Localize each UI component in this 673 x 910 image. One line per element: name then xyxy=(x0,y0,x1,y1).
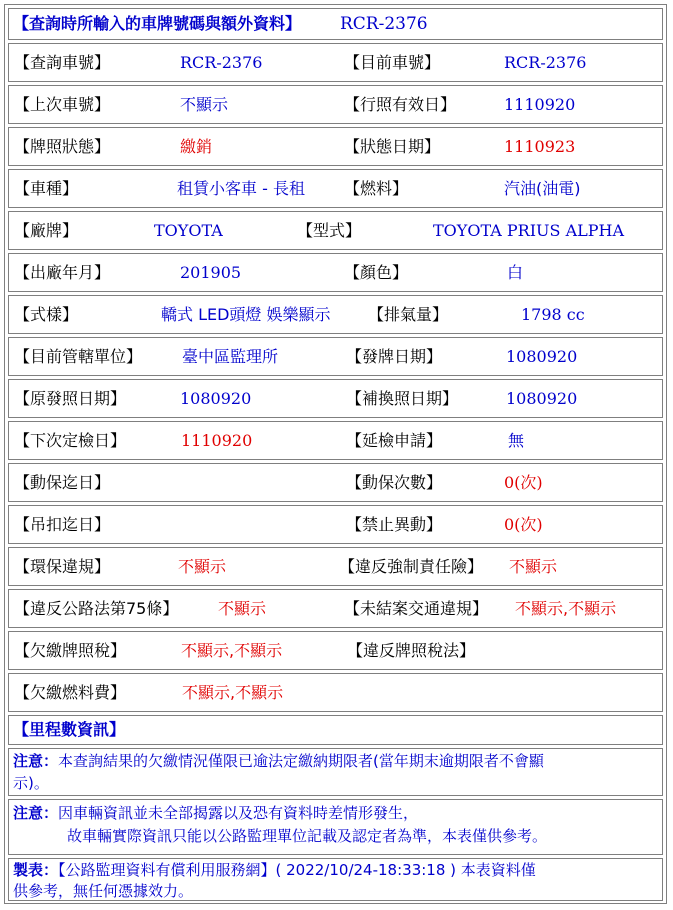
footer-line-1 xyxy=(13,859,536,881)
value-jurisdiction: 臺中區監理所 xyxy=(182,347,279,366)
label-body-style: 【式樣】 xyxy=(14,305,79,324)
value-insurance-violation: 不顯示 xyxy=(509,557,558,576)
label-vehicle-type: 【車種】 xyxy=(14,179,79,198)
label-env-violation: 【環保違規】 xyxy=(14,557,111,576)
value-unpaid-license-tax: 不顯示,不顯示 xyxy=(181,641,283,660)
note-2-label: 注意： xyxy=(13,804,59,822)
value-displacement: 1798 cc xyxy=(521,305,585,324)
label-license-tax-violation: 【違反牌照稅法】 xyxy=(347,641,476,660)
label-fuel: 【燃料】 xyxy=(344,179,409,198)
note-2-text-1: 因車輛資訊並未全部揭露以及恐有資料時差情形發生， xyxy=(58,804,419,822)
row-env-violation xyxy=(8,547,663,586)
label-plate-status: 【牌照狀態】 xyxy=(14,137,111,156)
note-2 xyxy=(8,799,663,855)
value-issue-date: 1080920 xyxy=(506,347,578,366)
value-unpaid-fuel-fee: 不顯示,不顯示 xyxy=(182,683,284,702)
value-reissue-date: 1080920 xyxy=(506,389,578,408)
note-1 xyxy=(8,748,663,796)
row-manufacture-date xyxy=(8,253,663,292)
label-jurisdiction: 【目前管轄單位】 xyxy=(14,347,143,366)
value-lien-count: 0(次) xyxy=(504,473,543,492)
row-next-inspection xyxy=(8,421,663,460)
label-seizure-end: 【吊扣迄日】 xyxy=(14,515,111,534)
note-1-line-2: 示)。 xyxy=(13,774,49,792)
header-row xyxy=(8,8,663,40)
value-previous-plate: 不顯示 xyxy=(180,95,229,114)
label-reissue-date: 【補換照日期】 xyxy=(346,389,459,408)
row-unpaid-license-tax xyxy=(8,631,663,670)
label-insurance-violation: 【違反強制責任險】 xyxy=(339,557,484,576)
label-highway-act: 【違反公路法第75條】 xyxy=(14,599,179,618)
label-lien-count: 【動保次數】 xyxy=(346,473,443,492)
footer-line-2: 供參考，無任何憑據效力。 xyxy=(13,882,194,900)
label-issue-date: 【發牌日期】 xyxy=(346,347,443,366)
value-transfer-ban: 0(次) xyxy=(504,515,543,534)
value-open-violations: 不顯示,不顯示 xyxy=(515,599,617,618)
row-previous-plate xyxy=(8,85,663,124)
value-manufacture-date: 201905 xyxy=(180,263,242,282)
label-status-date: 【狀態日期】 xyxy=(344,137,441,156)
label-lien-end: 【動保迄日】 xyxy=(14,473,111,492)
value-highway-act: 不顯示 xyxy=(218,599,267,618)
value-color: 白 xyxy=(507,263,524,282)
row-plate-status xyxy=(8,127,663,166)
footer-text-1: 【公路監理資料有償利用服務網】( 2022/10/24-18:33:18 ) 本表資料僅 xyxy=(58,861,536,879)
mileage-row xyxy=(8,715,663,745)
note-2-line-2: 故車輛實際資訊只能以公路監理單位記載及認定者為準，本表僅供參考。 xyxy=(67,827,548,845)
value-next-inspection: 1110920 xyxy=(181,431,253,450)
label-brand: 【廠牌】 xyxy=(14,221,79,240)
header-title: 【查詢時所輸入的車牌號碼與額外資料】 xyxy=(13,14,302,33)
value-env-violation: 不顯示 xyxy=(178,557,227,576)
row-lien-end xyxy=(8,463,663,502)
label-license-valid: 【行照有效日】 xyxy=(344,95,457,114)
value-original-issue: 1080920 xyxy=(180,389,252,408)
value-query-plate: RCR-2376 xyxy=(180,53,263,72)
label-color: 【顏色】 xyxy=(344,263,409,282)
value-body-style: 轎式 LED頭燈 娛樂顯示 xyxy=(161,305,331,324)
row-body-style xyxy=(8,295,663,334)
row-query-plate xyxy=(8,43,663,82)
row-seizure-end xyxy=(8,505,663,544)
label-original-issue: 【原發照日期】 xyxy=(14,389,127,408)
label-unpaid-license-tax: 【欠繳牌照稅】 xyxy=(14,641,127,660)
row-original-issue xyxy=(8,379,663,418)
value-license-valid: 1110920 xyxy=(504,95,576,114)
value-brand: TOYOTA xyxy=(154,221,223,240)
label-manufacture-date: 【出廠年月】 xyxy=(14,263,111,282)
label-next-inspection: 【下次定檢日】 xyxy=(14,431,127,450)
note-1-text: 本查詢結果的欠繳情況僅限已逾法定繳納期限者(當年期末逾期限者不會顯 xyxy=(58,752,544,770)
footer-label: 製表： xyxy=(13,861,59,879)
value-fuel: 汽油(油電) xyxy=(504,179,581,198)
value-extension: 無 xyxy=(508,431,525,450)
label-extension: 【延檢申請】 xyxy=(346,431,443,450)
note-1-line-1 xyxy=(13,750,544,772)
value-vehicle-type: 租賃小客車 - 長租 xyxy=(177,179,305,198)
row-unpaid-fuel-fee xyxy=(8,673,663,712)
label-displacement: 【排氣量】 xyxy=(368,305,449,324)
label-model: 【型式】 xyxy=(297,221,362,240)
mileage-title: 【里程數資訊】 xyxy=(13,720,126,739)
label-query-plate: 【查詢車號】 xyxy=(14,53,111,72)
value-status-date: 1110923 xyxy=(504,137,576,156)
report-frame xyxy=(4,4,667,904)
row-vehicle-type xyxy=(8,169,663,208)
row-brand xyxy=(8,211,663,250)
label-transfer-ban: 【禁止異動】 xyxy=(346,515,443,534)
value-current-plate: RCR-2376 xyxy=(504,53,587,72)
value-plate-status: 繳銷 xyxy=(180,137,213,156)
label-previous-plate: 【上次車號】 xyxy=(14,95,111,114)
note-2-line-1 xyxy=(13,802,418,824)
row-jurisdiction xyxy=(8,337,663,376)
row-highway-act xyxy=(8,589,663,628)
footer-note xyxy=(8,858,663,901)
label-current-plate: 【目前車號】 xyxy=(344,53,441,72)
header-plate: RCR-2376 xyxy=(340,14,428,34)
note-1-label: 注意： xyxy=(13,752,59,770)
value-model: TOYOTA PRIUS ALPHA xyxy=(433,221,625,240)
label-unpaid-fuel-fee: 【欠繳燃料費】 xyxy=(14,683,127,702)
label-open-violations: 【未結案交通違規】 xyxy=(344,599,489,618)
